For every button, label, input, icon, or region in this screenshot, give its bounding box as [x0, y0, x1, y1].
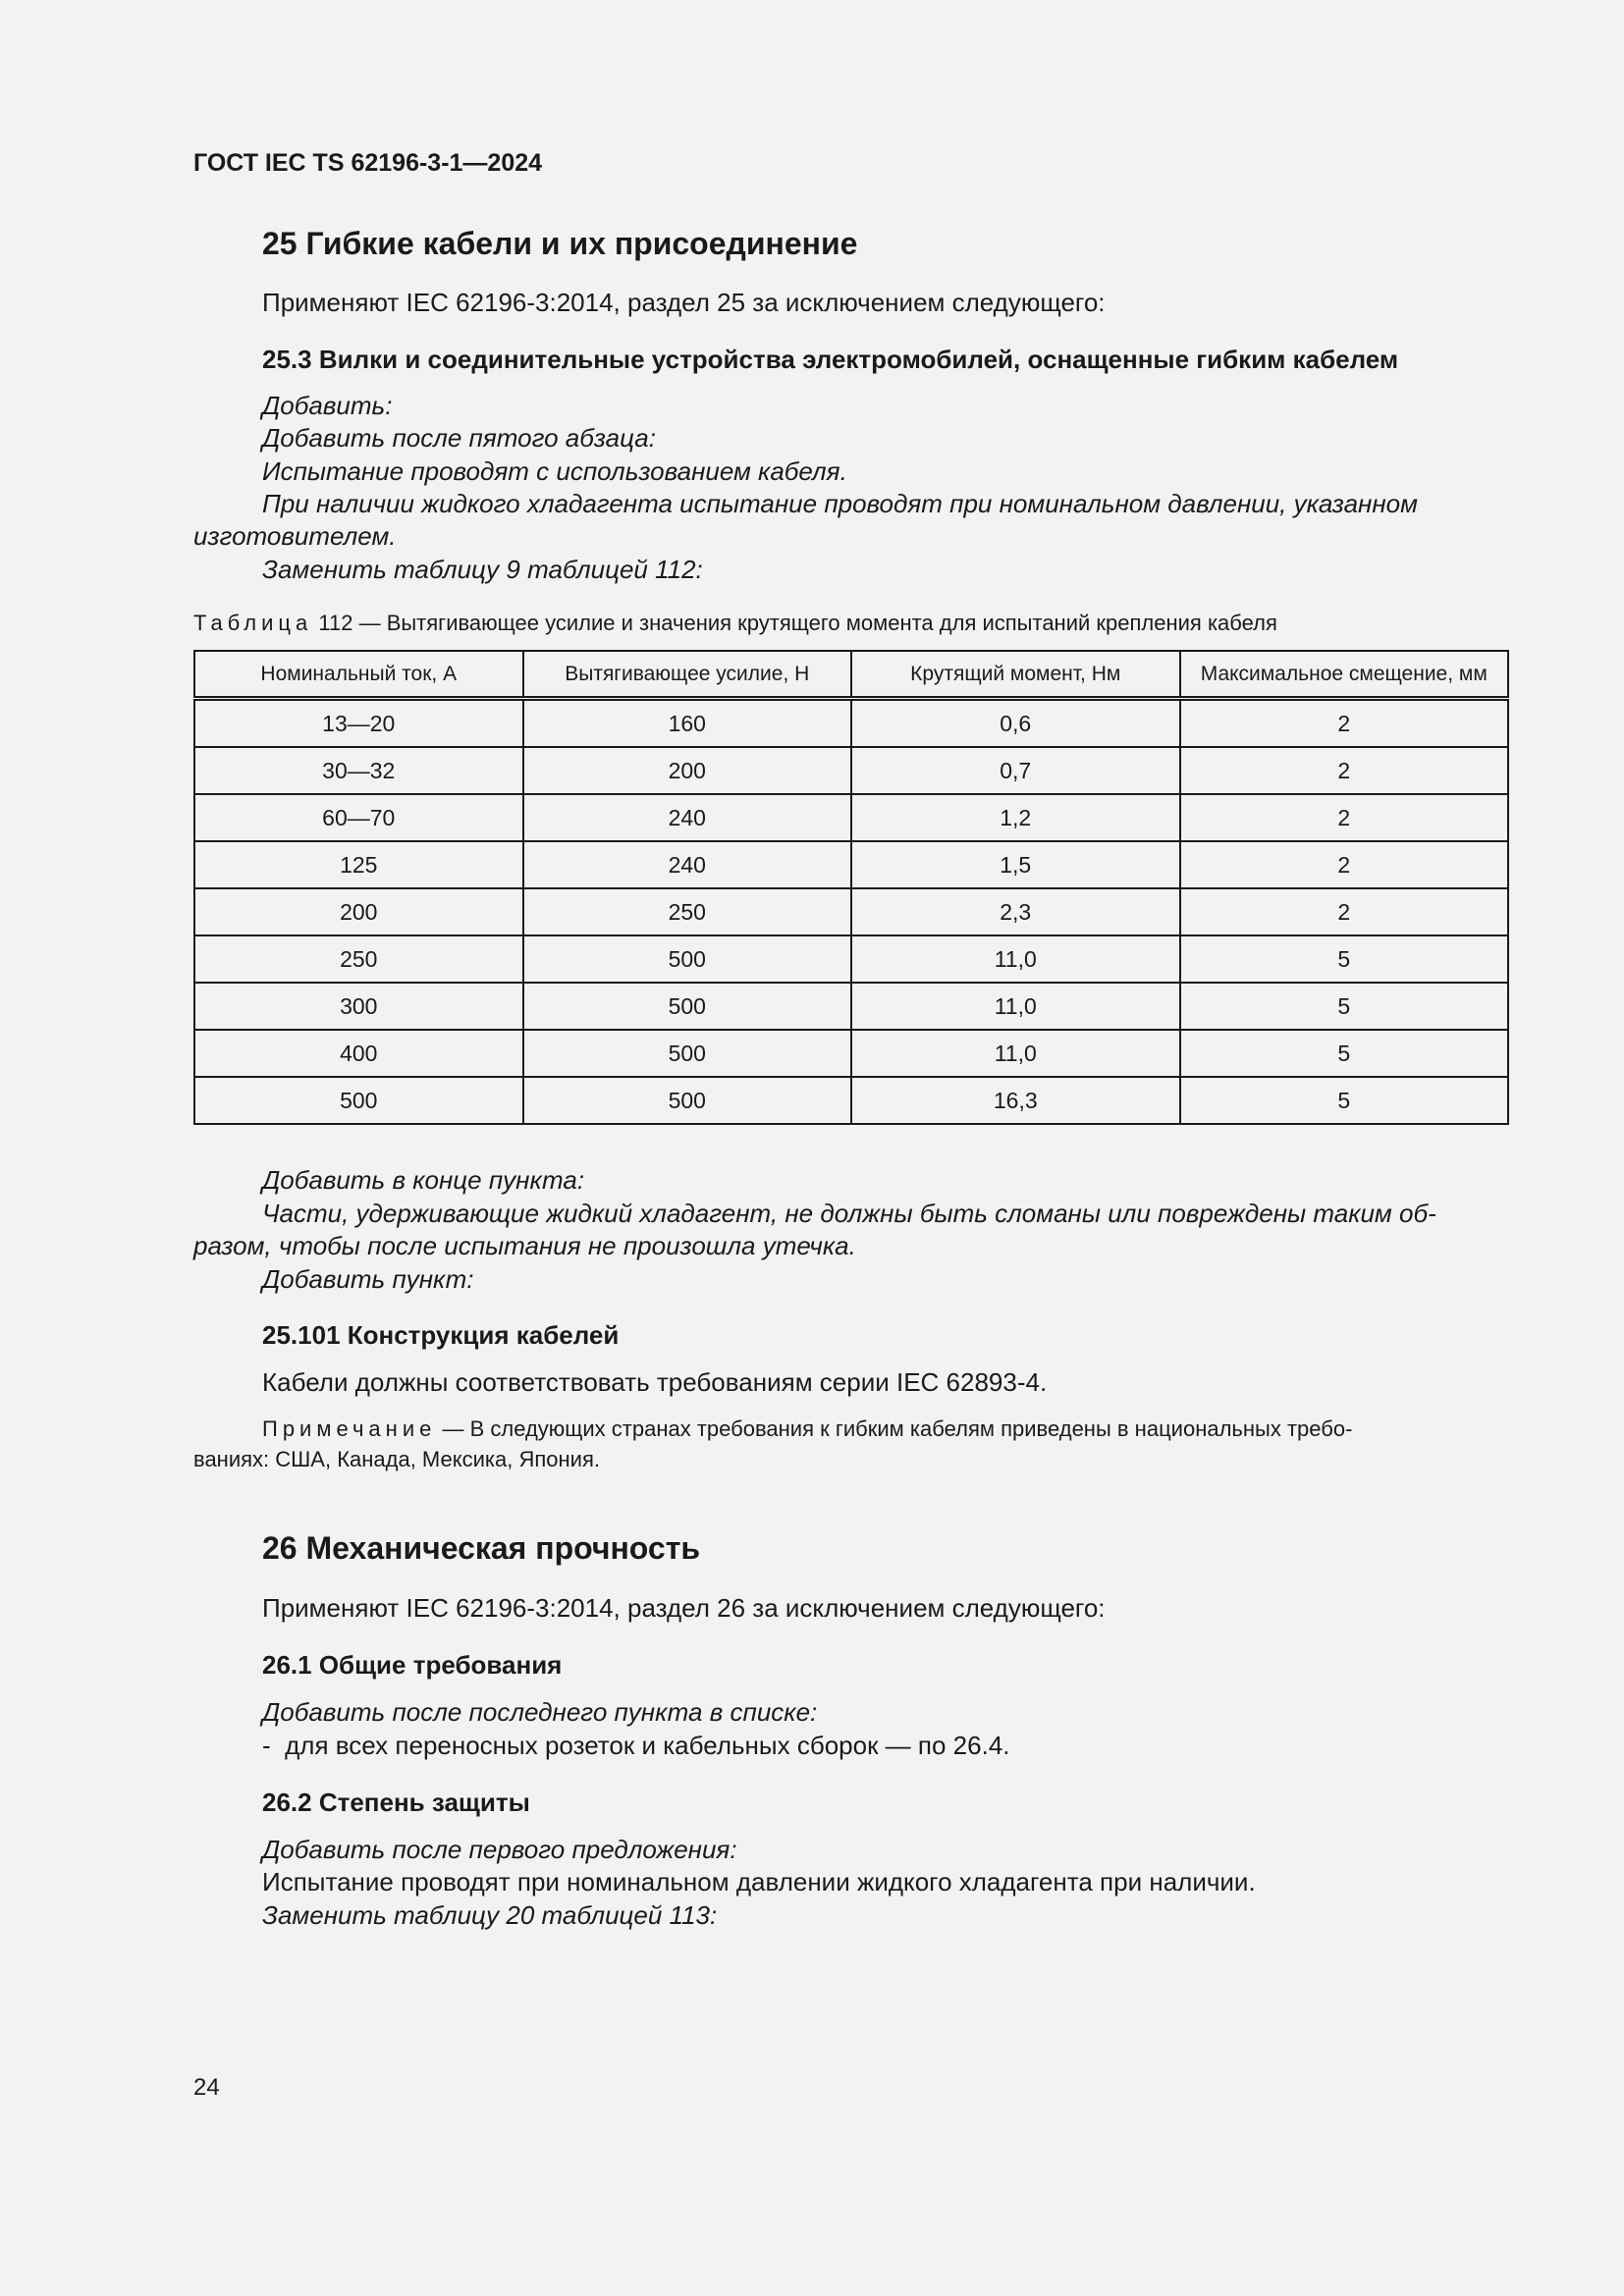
- table-cell: 0,7: [851, 747, 1180, 794]
- table-row: [194, 794, 1508, 841]
- table-cell: 500: [523, 1030, 852, 1077]
- table-row: [194, 1030, 1508, 1077]
- section-25-title: 25 Гибкие кабели и их присоединение: [262, 226, 858, 261]
- table-cell: 240: [523, 794, 852, 841]
- table-row: [194, 747, 1508, 794]
- replace-table-9: Заменить таблицу 9 таблицей 112:: [262, 555, 703, 584]
- document-code: ГОСТ IEC TS 62196-3-1—2024: [193, 149, 543, 177]
- note-word: Примечание: [262, 1416, 437, 1441]
- table-cell: 400: [194, 1030, 523, 1077]
- table-cell: 60—70: [194, 794, 523, 841]
- table-cell: 125: [194, 841, 523, 888]
- add-after-first-sentence: Добавить после первого предложения:: [262, 1835, 737, 1864]
- list-dash: -: [262, 1731, 271, 1760]
- table-cell: 5: [1180, 935, 1509, 983]
- pressure-test-text: Испытание проводят при номинальном давлении жидкого хладагента при наличии.: [262, 1867, 1256, 1896]
- replace-table-20: Заменить таблицу 20 таблицей 113:: [262, 1900, 718, 1930]
- section-26-title: 26 Механическая прочность: [262, 1530, 701, 1566]
- column-header-current: Номинальный ток, А: [194, 651, 523, 699]
- table-cell: 30—32: [194, 747, 523, 794]
- table-caption-word: Таблица: [193, 611, 313, 635]
- table-cell: 1,2: [851, 794, 1180, 841]
- table-cell: 200: [194, 888, 523, 935]
- cables-requirement-text: Кабели должны соответствовать требованиям серии IEC 62893-4.: [262, 1367, 1048, 1397]
- table-cell: 5: [1180, 983, 1509, 1030]
- table-112-caption: [193, 611, 1277, 636]
- table-112: [193, 650, 1509, 1125]
- note-line-2: ваниях: США, Канада, Мексика, Япония.: [193, 1447, 600, 1471]
- table-cell: 500: [523, 983, 852, 1030]
- table-cell: 2: [1180, 841, 1509, 888]
- add-label: Добавить:: [262, 391, 393, 420]
- page-number: 24: [193, 2074, 220, 2101]
- table-cell: 500: [194, 1077, 523, 1124]
- coolant-line-2: изготовителем.: [193, 521, 397, 551]
- add-after-last-item: Добавить после последнего пункта в списке:: [262, 1697, 818, 1727]
- table-cell: 250: [523, 888, 852, 935]
- table-row: [194, 699, 1508, 748]
- table-cell: 200: [523, 747, 852, 794]
- table-cell: 2: [1180, 794, 1509, 841]
- subsection-25-3-title: 25.3 Вилки и соединительные устройства электромобилей, оснащенные гибким кабелем: [262, 345, 1399, 374]
- table-cell: 160: [523, 699, 852, 748]
- test-with-cable-line: Испытание проводят с использованием кабеля.: [262, 456, 847, 486]
- column-header-torque: Крутящий момент, Нм: [851, 651, 1180, 699]
- table-cell: 2: [1180, 888, 1509, 935]
- table-cell: 500: [523, 935, 852, 983]
- parts-coolant-line-1: Части, удерживающие жидкий хладагент, не должны быть сломаны или повреждены таким об-: [262, 1199, 1436, 1228]
- table-cell: 500: [523, 1077, 852, 1124]
- subsection-26-2-title: 26.2 Степень защиты: [262, 1788, 530, 1817]
- table-caption-rest: 112 — Вытягивающее усилие и значения крутящего момента для испытаний крепления кабеля: [318, 611, 1277, 635]
- table-cell: 2: [1180, 699, 1509, 748]
- subsection-25-101-title: 25.101 Конструкция кабелей: [262, 1320, 620, 1350]
- table-cell: 11,0: [851, 983, 1180, 1030]
- table-cell: 5: [1180, 1030, 1509, 1077]
- table-row: [194, 935, 1508, 983]
- table-cell: 2,3: [851, 888, 1180, 935]
- list-item-text: для всех переносных розеток и кабельных сборок — по 26.4.: [285, 1731, 1010, 1760]
- table-row: [194, 1077, 1508, 1124]
- table-cell: 0,6: [851, 699, 1180, 748]
- table-cell: 2: [1180, 747, 1509, 794]
- list-item: [262, 1731, 1010, 1761]
- parts-coolant-line-2: разом, чтобы после испытания не произошла утечка.: [193, 1231, 856, 1260]
- table-row: [194, 888, 1508, 935]
- coolant-line-1: При наличии жидкого хладагента испытание проводят при номинальном давлении, указанном: [262, 489, 1418, 518]
- table-cell: 300: [194, 983, 523, 1030]
- note-line-1: [262, 1416, 1352, 1442]
- note-text-1: — В следующих странах требования к гибким кабелям приведены в национальных требо-: [442, 1416, 1353, 1441]
- table-cell: 250: [194, 935, 523, 983]
- table-row: [194, 841, 1508, 888]
- table-cell: 240: [523, 841, 852, 888]
- add-at-end-label: Добавить в конце пункта:: [262, 1165, 585, 1195]
- table-cell: 11,0: [851, 935, 1180, 983]
- column-header-pull-force: Вытягивающее усилие, Н: [523, 651, 852, 699]
- section-25-apply-text: Применяют IEC 62196-3:2014, раздел 25 за исключением следующего:: [262, 288, 1106, 317]
- table-cell: 11,0: [851, 1030, 1180, 1077]
- add-item-label: Добавить пункт:: [262, 1264, 474, 1294]
- table-cell: 5: [1180, 1077, 1509, 1124]
- table-header-row: [194, 651, 1508, 699]
- table-row: [194, 983, 1508, 1030]
- add-after-fifth-paragraph: Добавить после пятого абзаца:: [262, 423, 656, 453]
- table-cell: 13—20: [194, 699, 523, 748]
- table-cell: 1,5: [851, 841, 1180, 888]
- section-26-apply-text: Применяют IEC 62196-3:2014, раздел 26 за исключением следующего:: [262, 1593, 1106, 1623]
- column-header-displacement: Максимальное смещение, мм: [1180, 651, 1509, 699]
- subsection-26-1-title: 26.1 Общие требования: [262, 1650, 563, 1680]
- table-cell: 16,3: [851, 1077, 1180, 1124]
